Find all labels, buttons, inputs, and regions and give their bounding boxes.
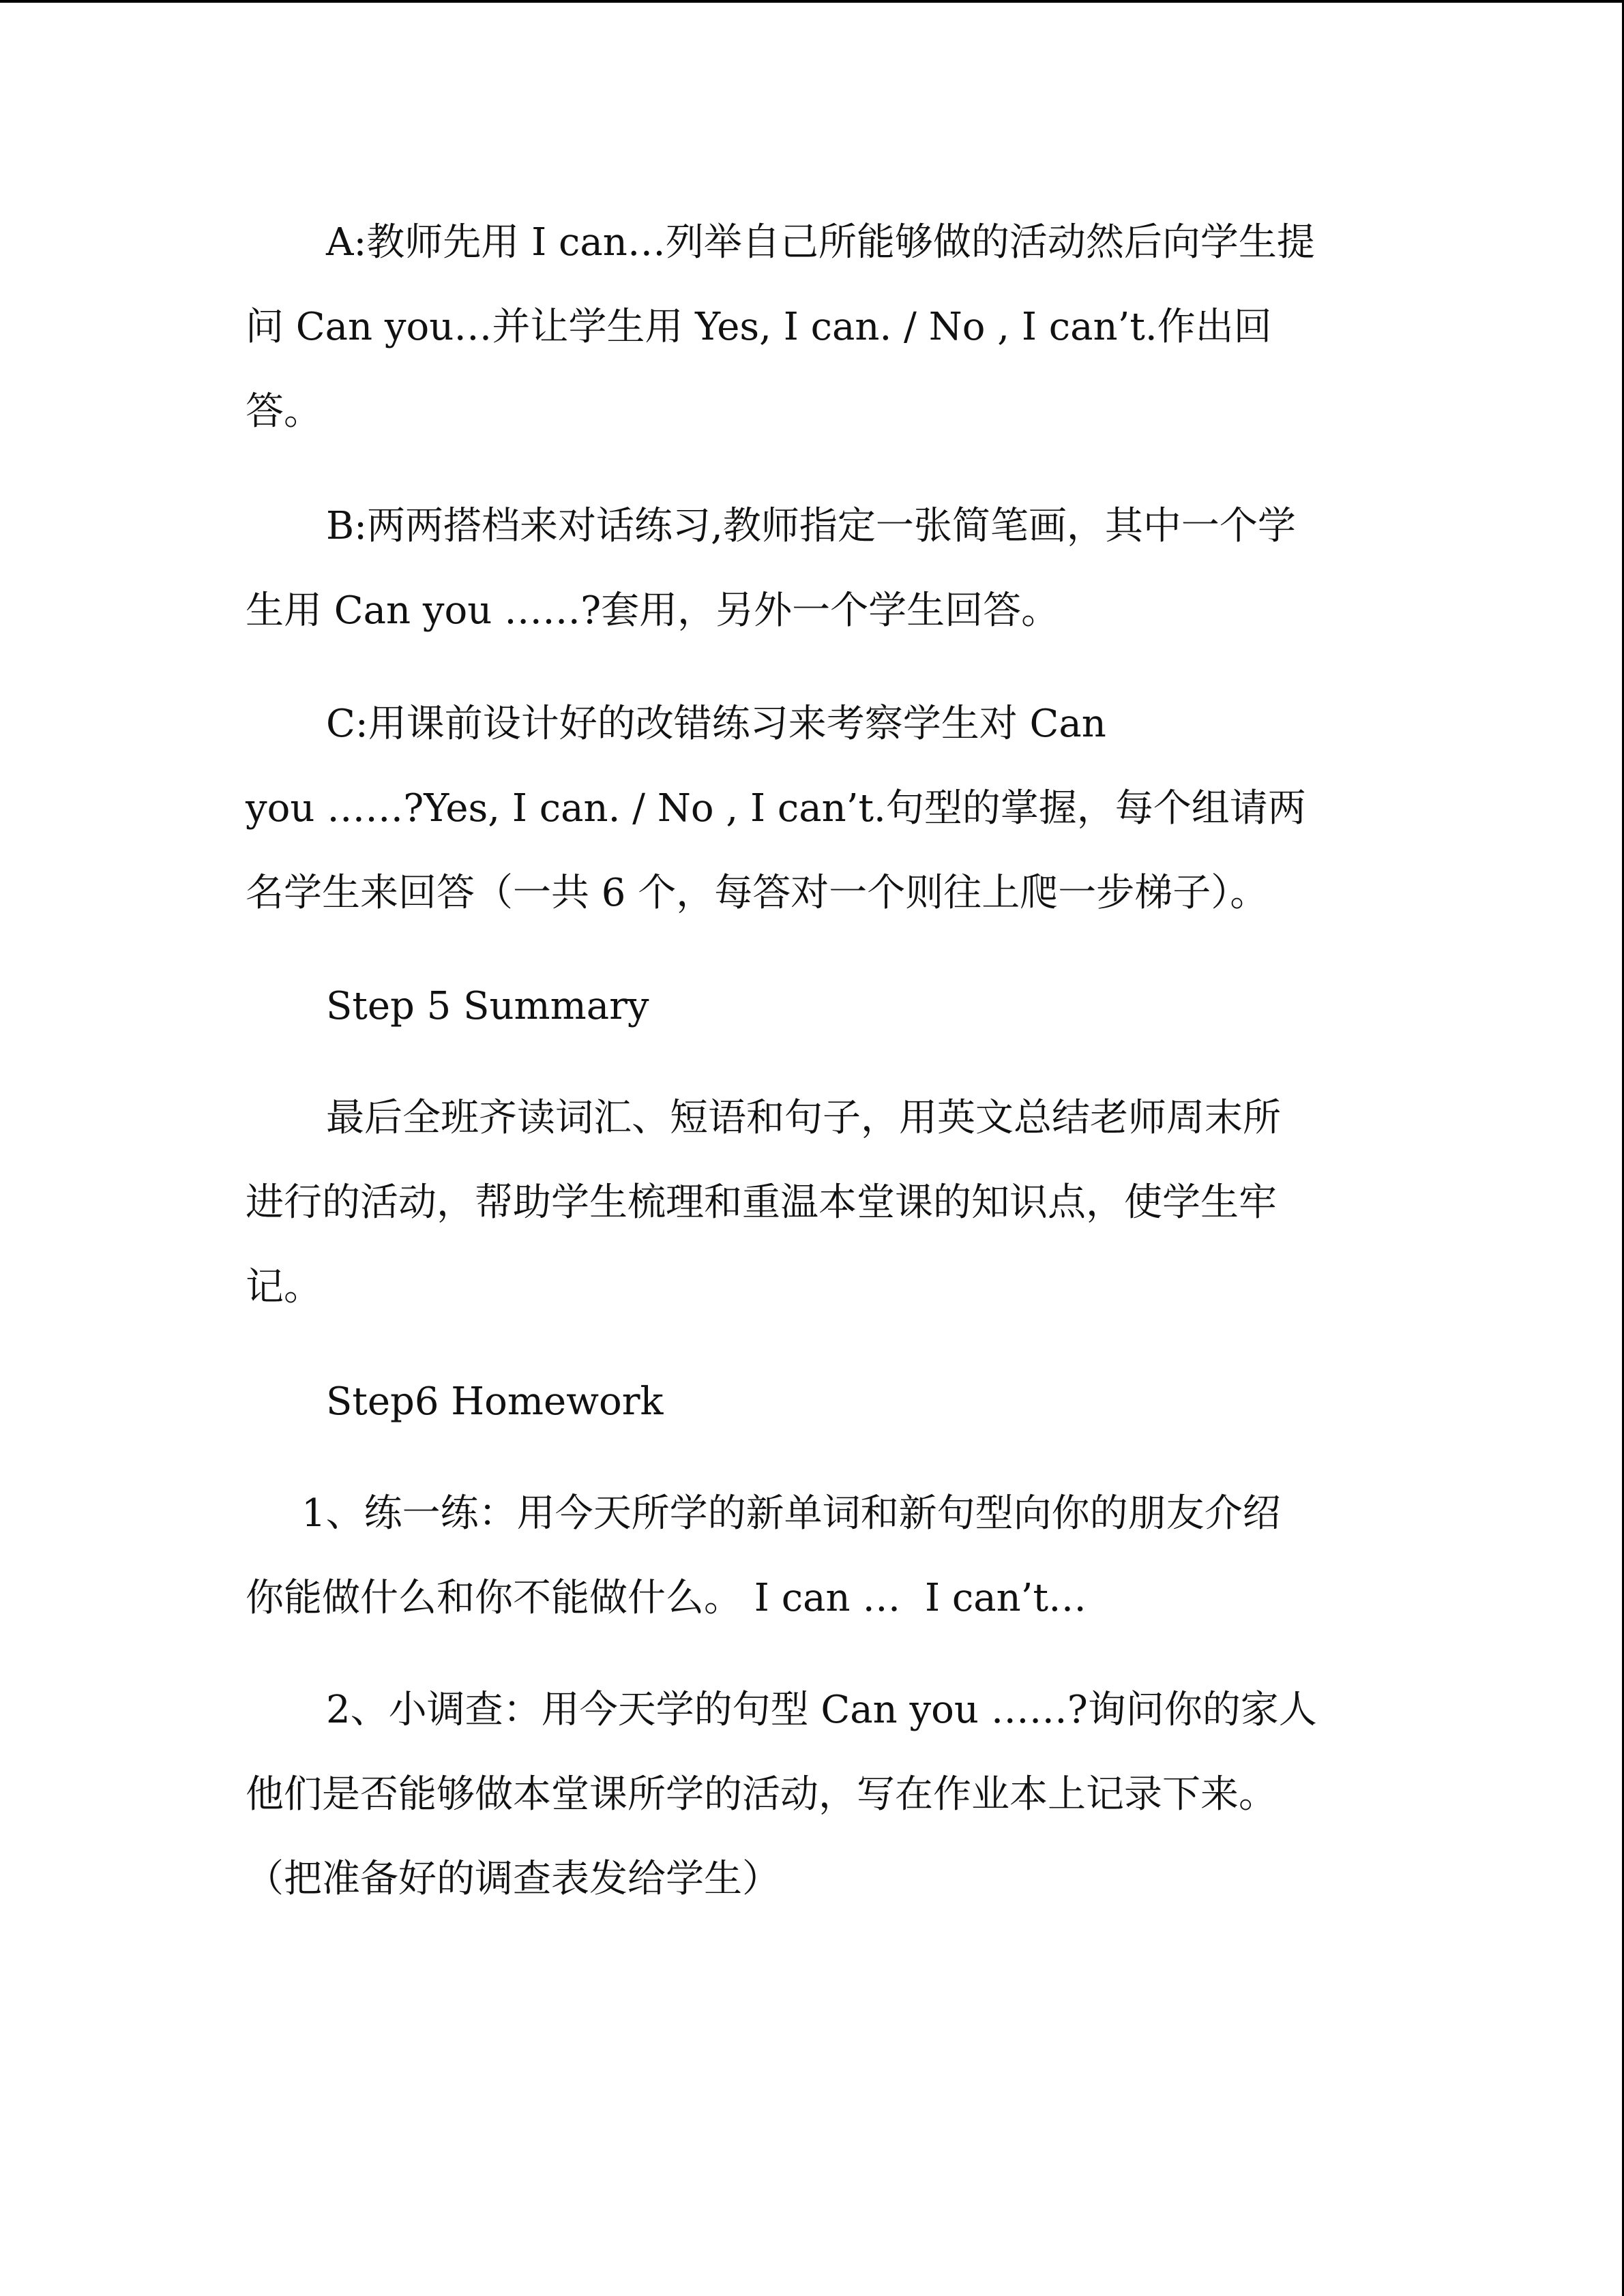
- summary-line-1: 最后全班齐读词汇、短语和句子，用英文总结老师周末所: [326, 1096, 1281, 1140]
- homework-1-line-1: 1、练一练：用今天所学的新单词和新句型向你的朋友介绍: [301, 1491, 1281, 1536]
- homework-2-line-3: （把准备好的调查表发给学生）: [246, 1857, 780, 1901]
- text-line-a-1: A:教师先用 I can…列举自己所能够做的活动然后向学生提: [326, 220, 1315, 265]
- summary-line-3: 记。: [246, 1265, 322, 1309]
- text-line-c-1: C:用课前设计好的改错练习来考察学生对 Can: [326, 702, 1106, 746]
- text-line-a-2: 问 Can you…并让学生用 Yes, I can. / No , I can’t.作出回: [246, 305, 1272, 349]
- homework-2-line-1: 2、小调查：用今天学的句型 Can you ……?询问你的家人: [326, 1688, 1317, 1732]
- step5-heading: Step 5 Summary: [326, 984, 649, 1028]
- text-line-b-2: 生用 Can you ……?套用，另外一个学生回答。: [246, 588, 1060, 633]
- homework-2-line-2: 他们是否能够做本堂课所学的活动，写在作业本上记录下来。: [246, 1772, 1277, 1817]
- text-line-c-3: 名学生来回答（一共 6 个，每答对一个则往上爬一步梯子）。: [246, 871, 1269, 915]
- step6-heading: Step6 Homework: [326, 1380, 664, 1424]
- text-line-a-3: 答。: [246, 389, 322, 434]
- text-line-b-1: B:两两搭档来对话练习,教师指定一张简笔画，其中一个学: [326, 504, 1296, 548]
- homework-1-line-2: 你能做什么和你不能做什么。 I can … I can’t…: [246, 1576, 1087, 1620]
- text-line-c-2: you ……?Yes, I can. / No , I can’t.句型的掌握，每个组请两: [246, 786, 1306, 831]
- summary-line-2: 进行的活动，帮助学生梳理和重温本堂课的知识点，使学生牢: [246, 1180, 1277, 1225]
